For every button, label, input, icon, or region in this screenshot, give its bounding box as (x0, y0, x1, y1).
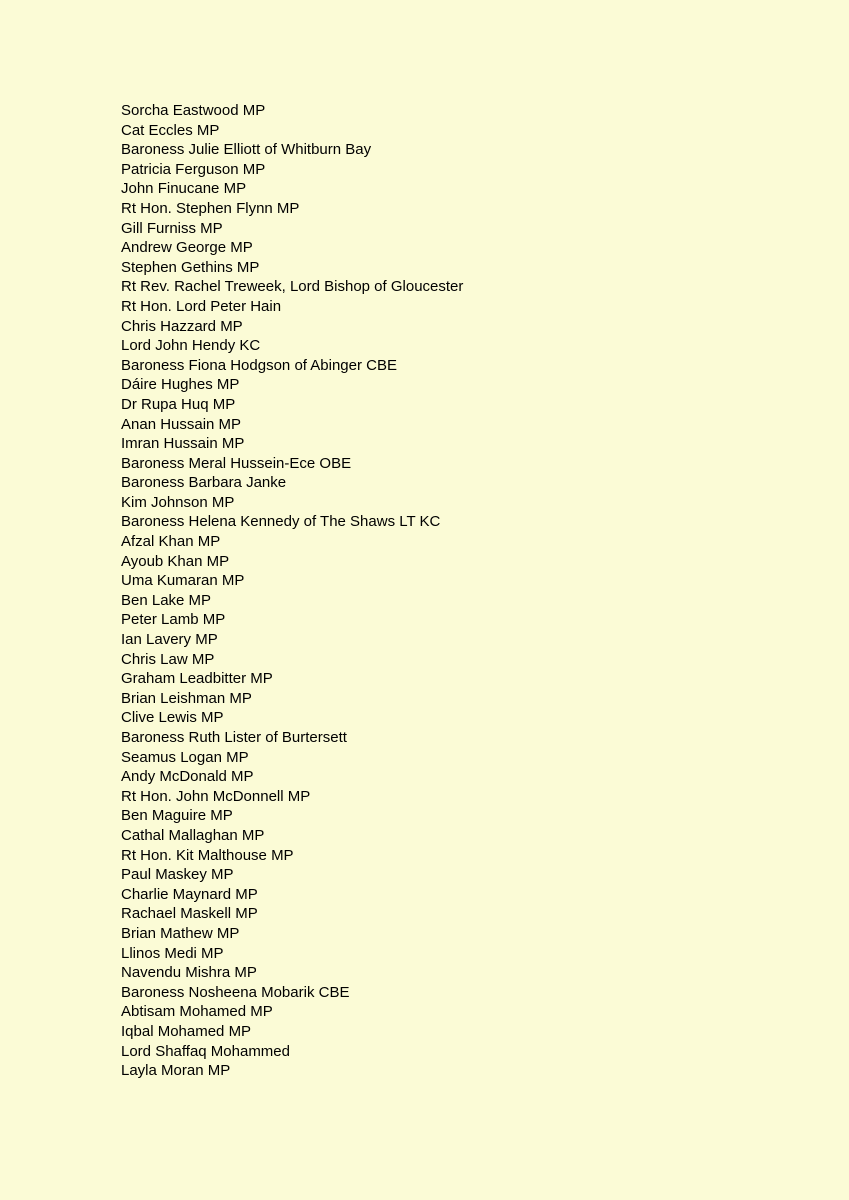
signatory-name: Seamus Logan MP (121, 748, 249, 766)
signatory-name: Andy McDonald MP (121, 768, 254, 786)
signatory-name: Paul Maskey MP (121, 866, 234, 884)
signatory-name: Gill Furniss MP (121, 219, 223, 237)
signatory-name: Patricia Ferguson MP (121, 160, 266, 178)
signatory-name: Uma Kumaran MP (121, 572, 245, 590)
signatory-name: Sorcha Eastwood MP (121, 102, 266, 119)
signatory-name: Stephen Gethins MP (121, 258, 260, 276)
signatory-name: Andrew George MP (121, 239, 253, 257)
signatory-name: Dr Rupa Huq MP (121, 395, 236, 413)
signatory-name: Afzal Khan MP (121, 533, 221, 551)
signatory-name: Lord Shaffaq Mohammed (121, 1042, 290, 1060)
signatory-name: Baroness Helena Kennedy of The Shaws LT KC (121, 513, 441, 531)
signatory-name: Imran Hussain MP (121, 435, 245, 453)
signatory-name: Dáire Hughes MP (121, 376, 240, 394)
signatory-name: Ayoub Khan MP (121, 552, 230, 570)
signatory-name: Ben Maguire MP (121, 807, 233, 825)
signatory-name: Rt Hon. Stephen Flynn MP (121, 199, 300, 217)
signatory-name: Baroness Barbara Janke (121, 474, 287, 492)
signatory-name: Layla Moran MP (121, 1062, 231, 1080)
signatory-name: Ben Lake MP (121, 591, 212, 609)
signatory-name: Rt Hon. Lord Peter Hain (121, 297, 282, 315)
signatory-name: Kim Johnson MP (121, 493, 235, 511)
signatory-name: Chris Law MP (121, 650, 215, 668)
signatory-name: Baroness Nosheena Mobarik CBE (121, 983, 350, 1001)
signatory-name: Baroness Fiona Hodgson of Abinger CBE (121, 356, 397, 374)
signatory-name: Navendu Mishra MP (121, 964, 257, 982)
signatory-name: Abtisam Mohamed MP (121, 1003, 273, 1021)
signatory-name: Ian Lavery MP (121, 631, 218, 649)
signatory-name: Cat Eccles MP (121, 121, 220, 139)
signatory-name: John Finucane MP (121, 180, 247, 198)
signatory-name: Peter Lamb MP (121, 611, 226, 629)
signatory-name: Rachael Maskell MP (121, 905, 258, 923)
signatory-name: Rt Rev. Rachel Treweek, Lord Bishop of Gloucester (121, 278, 464, 296)
signatory-name: Lord John Hendy KC (121, 337, 261, 355)
signatory-name: Chris Hazzard MP (121, 317, 243, 335)
signatory-list (121, 101, 463, 1081)
signatory-name: Brian Mathew MP (121, 924, 240, 942)
signatory-name: Brian Leishman MP (121, 689, 252, 707)
signatory-name: Baroness Julie Elliott of Whitburn Bay (121, 141, 372, 159)
signatory-name: Charlie Maynard MP (121, 885, 258, 903)
signatory-name: Llinos Medi MP (121, 944, 224, 962)
signatory-name: Cathal Mallaghan MP (121, 826, 265, 844)
signatory-name: Graham Leadbitter MP (121, 670, 273, 688)
signatory-name: Anan Hussain MP (121, 415, 242, 433)
signatory-name: Rt Hon. John McDonnell MP (121, 787, 311, 805)
signatory-name: Clive Lewis MP (121, 709, 224, 727)
signatory-name: Baroness Meral Hussein-Ece OBE (121, 454, 352, 472)
signatory-name: Iqbal Mohamed MP (121, 1022, 252, 1040)
signatory-name: Baroness Ruth Lister of Burtersett (121, 729, 347, 746)
signatory-name: Rt Hon. Kit Malthouse MP (121, 846, 294, 864)
